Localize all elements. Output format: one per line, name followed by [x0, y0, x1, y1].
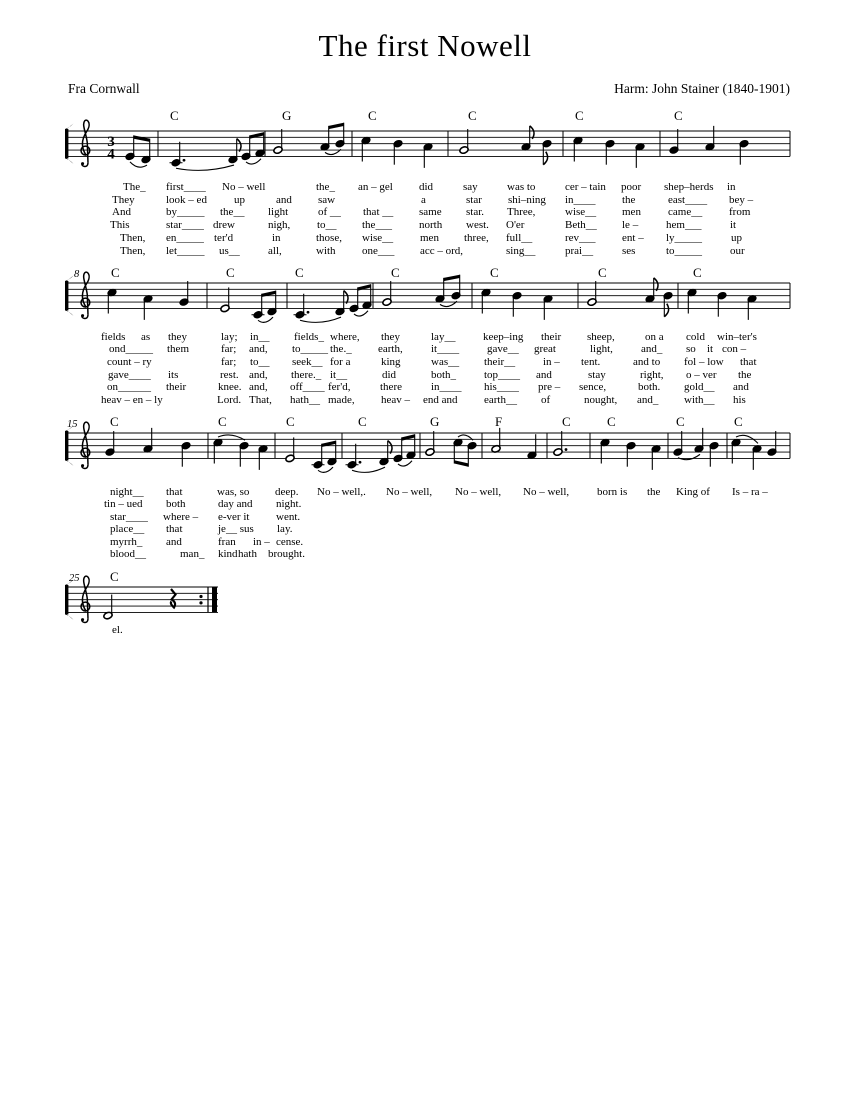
lyric-syllable: shi–ning: [508, 193, 546, 206]
lyric-syllable: they: [168, 330, 187, 343]
lyric-syllable: drew: [213, 219, 235, 232]
lyric-syllable: where –: [163, 510, 199, 523]
measure-number: 15: [67, 419, 78, 430]
lyric-syllable: rest.: [220, 368, 239, 381]
chord-label: C: [562, 414, 571, 429]
lyric-syllable: place__: [110, 523, 145, 536]
lyric-syllable: That,: [249, 394, 272, 406]
lyric-syllable: heav –: [381, 394, 411, 406]
chord-label: C: [110, 569, 119, 584]
svg-text:3: 3: [107, 133, 115, 150]
lyric-syllable: it____: [431, 343, 460, 356]
lyric-syllable: of __: [318, 206, 341, 219]
lyric-syllable: and_: [641, 343, 663, 356]
lyric-syllable: This: [110, 219, 130, 232]
lyric-syllable: hath: [238, 548, 257, 561]
lyric-syllable: say: [463, 181, 478, 193]
lyric-syllable: fol – low: [684, 355, 724, 368]
lyric-syllable: man_: [180, 548, 205, 561]
chord-label: C: [358, 414, 367, 429]
lyric-syllable: lay.: [277, 523, 293, 536]
chord-label: C: [575, 108, 584, 123]
lyric-syllable: deep.: [275, 486, 299, 498]
lyric-syllable: the_: [316, 181, 335, 193]
measure-number: 25: [69, 573, 80, 584]
chord-label: C: [674, 108, 683, 123]
lyric-syllable: full__: [506, 231, 533, 244]
lyric-syllable: west.: [466, 219, 489, 232]
chord-label: C: [111, 265, 120, 280]
lyric-syllable: to_____: [666, 244, 703, 257]
lyric-syllable: hem___: [666, 219, 702, 232]
svg-text:4: 4: [107, 146, 115, 163]
lyric-syllable: and,: [249, 343, 268, 356]
lyric-syllable: heav – en – ly: [101, 394, 163, 406]
lyric-syllable: myrrh_: [110, 535, 143, 548]
lyric-syllable: sence,: [579, 381, 607, 394]
lyric-syllable: us__: [219, 244, 240, 257]
chord-label: C: [391, 265, 400, 280]
lyric-syllable: that: [740, 355, 757, 368]
lyric-syllable: right,: [640, 368, 664, 381]
chord-label: C: [693, 265, 702, 280]
chord-label: C: [676, 414, 685, 429]
lyric-syllable: his____: [484, 381, 519, 394]
lyric-syllable: tin – ued: [104, 498, 143, 511]
lyric-syllable: the: [622, 193, 636, 206]
lyric-syllable: fields_: [294, 330, 324, 343]
lyric-syllable: of: [541, 394, 551, 406]
lyric-syllable: where,: [330, 330, 360, 343]
chord-label: C: [295, 265, 304, 280]
lyric-syllable: Beth__: [565, 219, 597, 232]
lyric-syllable: O'er: [506, 219, 525, 232]
lyric-syllable: by_____: [166, 206, 205, 219]
lyric-syllable: and,: [249, 368, 268, 381]
lyric-syllable: The_: [123, 181, 146, 193]
lyric-syllable: wise__: [362, 231, 394, 244]
lyric-syllable: night__: [110, 486, 144, 498]
lyric-syllable: nigh,: [268, 219, 291, 232]
lyric-syllable: was, so: [217, 486, 250, 498]
lyric-syllable: earth__: [484, 394, 517, 406]
lyric-syllable: ly_____: [666, 231, 703, 244]
lyric-syllable: lay__: [431, 330, 456, 343]
lyric-syllable: a: [421, 193, 426, 206]
lyric-syllable: in__: [250, 330, 270, 343]
lyric-syllable: en_____: [166, 231, 204, 244]
lyric-syllable: No – well,: [386, 486, 433, 498]
chord-label: C: [734, 414, 743, 429]
lyric-syllable: was to: [507, 181, 536, 193]
lyric-syllable: King of: [676, 486, 710, 498]
lyric-syllable: count – ry: [107, 355, 152, 368]
lyric-syllable: did: [419, 181, 434, 193]
lyric-syllable: in____: [565, 193, 596, 206]
lyric-syllable: brought.: [268, 548, 305, 561]
lyric-syllable: so: [686, 343, 696, 356]
credit-origin: Fra Cornwall: [68, 81, 140, 96]
lyric-syllable: con –: [722, 343, 747, 356]
lyric-syllable: those,: [316, 231, 342, 244]
lyric-syllable: star.: [466, 206, 485, 219]
lyric-syllable: ses: [622, 244, 636, 257]
lyric-syllable: on a: [645, 330, 664, 343]
chord-label: C: [468, 108, 477, 123]
lyric-syllable: with__: [684, 394, 715, 406]
lyric-syllable: top____: [484, 368, 521, 381]
lyric-syllable: in: [272, 231, 281, 244]
lyric-syllable: east____: [668, 193, 708, 206]
lyric-syllable: went.: [276, 510, 301, 523]
lyric-syllable: prai__: [565, 244, 594, 257]
lyric-syllable: blood__: [110, 548, 147, 561]
chord-label: C: [170, 108, 179, 123]
lyric-syllable: star____: [110, 510, 148, 523]
lyric-syllable: cense.: [276, 535, 304, 548]
lyric-syllable: was__: [431, 355, 460, 368]
lyric-syllable: they: [381, 330, 400, 343]
lyric-syllable: kind: [218, 548, 238, 561]
lyric-syllable: light,: [590, 343, 613, 356]
lyric-syllable: men: [622, 206, 641, 219]
lyric-syllable: star: [466, 193, 482, 206]
lyric-syllable: and: [276, 193, 292, 206]
chord-label: C: [607, 414, 616, 429]
lyric-syllable: made,: [328, 394, 355, 406]
lyric-syllable: for a: [330, 355, 351, 368]
lyric-syllable: came__: [668, 206, 703, 219]
lyric-syllable: fran: [218, 535, 236, 548]
lyric-syllable: stay: [588, 368, 606, 381]
chord-label: G: [282, 108, 292, 123]
lyric-syllable: keep–ing: [483, 330, 524, 343]
lyric-syllable: same: [419, 206, 442, 219]
lyric-syllable: did: [382, 368, 397, 381]
lyric-syllable: win–ter's: [717, 330, 757, 343]
chord-label: C: [368, 108, 377, 123]
lyric-syllable: great: [534, 343, 556, 356]
lyric-syllable: ent –: [622, 231, 644, 244]
lyric-syllable: je__ sus: [218, 523, 254, 536]
lyric-syllable: wise__: [565, 206, 597, 219]
lyric-syllable: and: [733, 381, 749, 394]
lyric-syllable: look – ed: [166, 193, 207, 206]
lyric-syllable: Then,: [120, 244, 146, 257]
lyric-syllable: fields: [101, 330, 126, 343]
lyric-syllable: Then,: [120, 231, 146, 244]
lyric-syllable: north: [419, 219, 443, 232]
chord-label: F: [495, 414, 503, 429]
lyric-syllable: end and: [423, 394, 458, 406]
lyric-syllable: up: [731, 231, 742, 244]
lyric-syllable: born is: [597, 486, 628, 498]
credit-harmonizer: Harm: John Stainer (1840-1901): [614, 81, 790, 96]
lyric-syllable: there._: [291, 368, 322, 381]
lyric-syllable: to_____: [292, 343, 329, 356]
lyric-syllable: and,: [249, 381, 268, 394]
lyric-syllable: them: [167, 343, 189, 356]
lyric-syllable: off____: [290, 381, 325, 394]
lyric-syllable: that: [166, 523, 183, 536]
lyric-syllable: to__: [317, 219, 337, 232]
lyric-syllable: day and: [218, 498, 253, 511]
lyric-syllable: and_: [637, 394, 659, 406]
measure-number: 8: [74, 269, 80, 280]
chord-label: C: [598, 265, 607, 280]
lyric-syllable: in: [727, 181, 736, 193]
lyric-syllable: and: [166, 535, 182, 548]
lyric-syllable: They: [112, 193, 135, 206]
lyric-syllable: gave__: [487, 343, 519, 356]
lyric-syllable: Is – ra –: [732, 486, 768, 498]
lyric-syllable: the: [738, 368, 752, 381]
chord-label: C: [110, 414, 119, 429]
lyric-syllable: le –: [622, 219, 639, 232]
lyric-syllable: gold__: [684, 381, 715, 394]
lyric-syllable: three,: [464, 231, 489, 244]
lyric-syllable: shep–herds: [664, 181, 714, 193]
lyric-syllable: sing__: [506, 244, 536, 257]
lyric-syllable: as: [141, 330, 151, 343]
lyric-syllable: far;: [221, 343, 237, 356]
lyric-syllable: No – well: [222, 181, 266, 193]
lyric-syllable: No – well,.: [317, 486, 366, 498]
lyric-syllable: men: [420, 231, 439, 244]
lyric-syllable: it__: [330, 368, 348, 381]
lyric-syllable: poor: [621, 181, 642, 193]
lyric-syllable: hath__: [290, 394, 320, 406]
lyric-syllable: it: [707, 343, 714, 356]
lyric-syllable: on______: [107, 381, 151, 394]
lyric-syllable: Lord.: [217, 394, 242, 406]
lyric-syllable: to__: [250, 355, 270, 368]
lyric-syllable: saw: [318, 193, 336, 206]
lyric-syllable: el.: [112, 624, 123, 636]
lyric-syllable: Three,: [507, 206, 536, 219]
lyric-syllable: gave____: [108, 368, 151, 381]
chord-label: C: [226, 265, 235, 280]
lyric-syllable: pre –: [538, 381, 561, 394]
lyric-syllable: far;: [221, 355, 237, 368]
lyric-syllable: cer – tain: [565, 181, 606, 193]
lyric-syllable: let_____: [166, 244, 205, 257]
lyric-syllable: ter'd: [214, 231, 234, 244]
lyric-syllable: up: [234, 193, 245, 206]
lyric-syllable: knee.: [218, 381, 242, 394]
lyric-syllable: their: [541, 330, 562, 343]
lyric-syllable: and: [536, 368, 552, 381]
lyric-syllable: the._: [330, 343, 352, 356]
chord-label: C: [218, 414, 227, 429]
lyric-syllable: its: [168, 368, 179, 381]
chord-label: C: [286, 414, 295, 429]
lyric-syllable: both.: [638, 381, 661, 394]
chord-label: G: [430, 414, 440, 429]
lyric-syllable: nought,: [584, 394, 618, 406]
lyric-syllable: night.: [276, 498, 302, 511]
lyric-syllable: in –: [253, 535, 270, 548]
lyric-syllable: both: [166, 498, 186, 511]
lyric-syllable: both_: [431, 368, 457, 381]
lyric-syllable: their: [166, 381, 187, 394]
lyric-syllable: light: [268, 206, 289, 219]
lyric-syllable: the: [647, 486, 661, 498]
lyric-syllable: one___: [362, 244, 395, 257]
lyric-syllable: And: [112, 206, 131, 219]
lyric-syllable: star____: [166, 219, 204, 232]
chord-label: C: [490, 265, 499, 280]
lyric-syllable: cold: [686, 330, 705, 343]
lyric-syllable: No – well,: [455, 486, 502, 498]
lyric-syllable: e-ver it: [218, 510, 250, 523]
lyric-syllable: all,: [268, 244, 282, 257]
lyric-syllable: fer'd,: [328, 381, 351, 394]
lyric-syllable: with: [316, 244, 336, 257]
lyric-syllable: bey –: [729, 193, 754, 206]
lyric-syllable: No – well,: [523, 486, 570, 498]
lyric-syllable: tent.: [581, 355, 601, 368]
lyric-syllable: from: [729, 206, 751, 219]
lyric-syllable: the__: [220, 206, 245, 219]
lyric-syllable: first____: [166, 181, 206, 193]
lyric-syllable: earth,: [378, 343, 403, 356]
lyric-syllable: their__: [484, 355, 516, 368]
lyric-syllable: in____: [431, 381, 462, 394]
score-title: The first Nowell: [318, 28, 532, 63]
lyric-syllable: and to: [633, 355, 661, 368]
lyric-syllable: king: [381, 355, 401, 368]
lyric-syllable: an – gel: [358, 181, 393, 193]
lyric-syllable: seek__: [292, 355, 323, 368]
lyric-syllable: our: [730, 244, 745, 257]
lyric-syllable: there: [380, 381, 402, 394]
lyric-syllable: in –: [543, 355, 560, 368]
lyric-syllable: rev___: [565, 231, 596, 244]
lyric-syllable: acc – ord,: [420, 244, 464, 257]
lyric-syllable: o – ver: [686, 368, 717, 381]
lyric-syllable: that: [166, 486, 183, 498]
lyric-syllable: the___: [362, 219, 392, 232]
lyric-syllable: his: [733, 394, 746, 406]
lyric-syllable: that __: [363, 206, 394, 219]
lyric-syllable: ond_____: [109, 343, 153, 356]
lyric-syllable: lay;: [221, 330, 238, 343]
lyric-syllable: it: [730, 219, 737, 232]
lyric-syllable: sheep,: [587, 330, 615, 343]
